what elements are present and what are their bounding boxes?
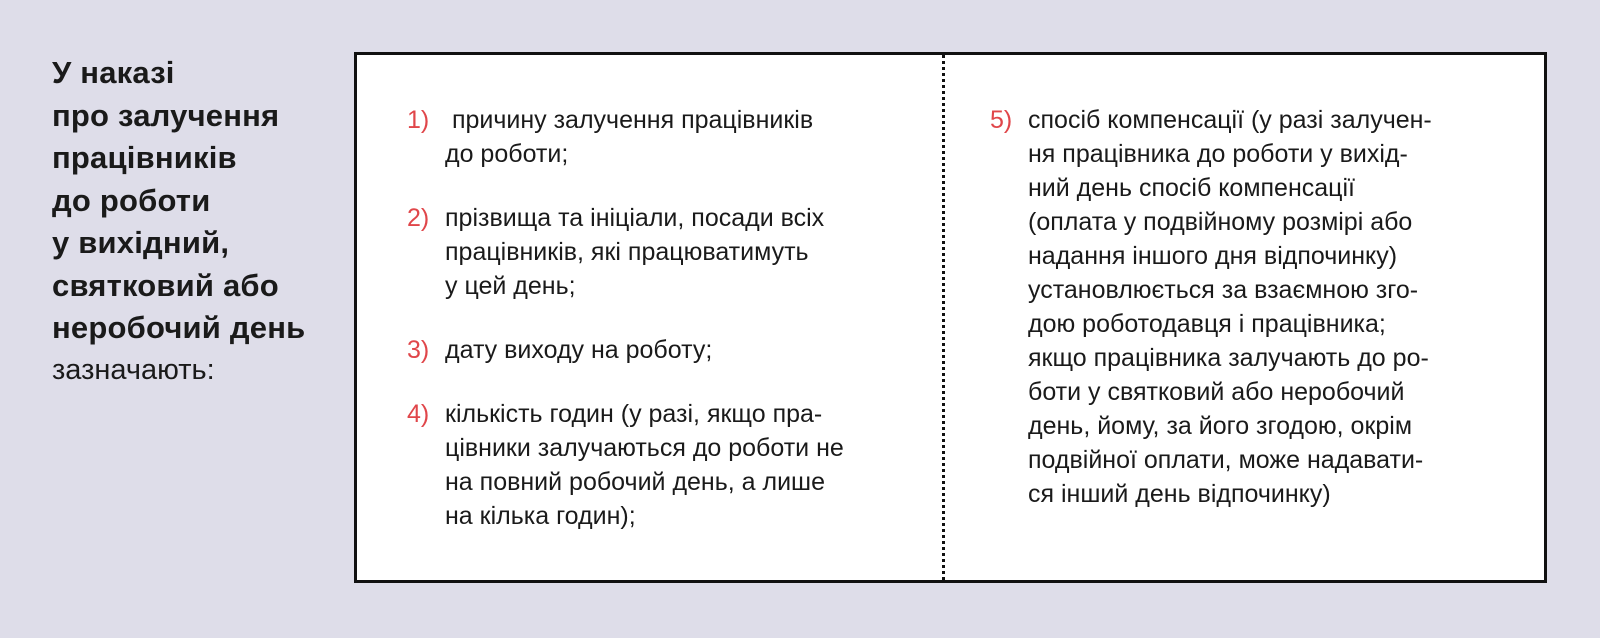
item-line: ся інший день відпочинку) <box>1028 480 1331 508</box>
item-number: 4) <box>407 400 430 428</box>
heading-line: до роботи <box>52 182 211 218</box>
item-line: на кілька годин); <box>445 502 636 530</box>
list-item <box>407 333 907 367</box>
item-line: прізвища та ініціали, посади всіх <box>445 204 825 232</box>
right-column <box>990 103 1500 541</box>
item-number: 5) <box>990 106 1013 134</box>
item-line: кількість годин (у разі, якщо пра- <box>445 400 823 428</box>
item-line: спосіб компенсації (у разі залучен- <box>1028 106 1432 134</box>
item-line: боти у святковий або неробочий <box>1028 378 1405 406</box>
list-item <box>407 201 907 303</box>
item-number: 3) <box>407 336 430 364</box>
item-line: подвійної оплати, може надавати- <box>1028 446 1424 474</box>
heading-line: у вихідний, <box>52 225 230 260</box>
list-item <box>407 397 907 533</box>
item-line: на повний робочий день, а лише <box>445 468 826 496</box>
list-item <box>990 103 1500 511</box>
item-line: до роботи; <box>445 140 569 168</box>
item-line: дату виходу на роботу; <box>445 336 713 364</box>
heading-tail: зазначають: <box>52 353 215 386</box>
heading-line: У наказі <box>52 55 175 90</box>
heading <box>52 52 342 390</box>
item-line: у цей день; <box>445 272 576 300</box>
item-number: 2) <box>407 204 430 232</box>
item-line: день, йому, за його згодою, окрім <box>1028 412 1413 440</box>
heading-line: працівників <box>52 140 237 175</box>
item-number: 1) <box>407 106 430 134</box>
content-card <box>354 52 1547 583</box>
left-column <box>407 103 907 563</box>
item-line: якщо працівника залучають до ро- <box>1028 344 1429 372</box>
list-item <box>407 103 907 171</box>
item-line: ний день спосіб компенсації <box>1028 174 1355 202</box>
item-text <box>445 201 907 303</box>
item-line: (оплата у подвійному розмірі або <box>1028 208 1413 236</box>
item-text <box>445 333 907 367</box>
heading-line: про залучення <box>52 97 280 133</box>
item-text <box>445 397 907 533</box>
heading-line: святковий або <box>52 267 279 303</box>
item-line: установлюється за взаємною зго- <box>1028 276 1419 304</box>
item-line: надання іншого дня відпочинку) <box>1028 242 1398 270</box>
item-line: дою роботодавця і працівника; <box>1028 310 1386 338</box>
heading-line: неробочий день <box>52 310 306 345</box>
item-line: працівників, які працюватимуть <box>445 238 809 266</box>
item-text <box>1028 103 1500 511</box>
item-text <box>445 103 907 171</box>
dotted-divider <box>942 55 945 580</box>
item-line: цівники залучаються до роботи не <box>445 434 844 462</box>
item-line: ня працівника до роботи у вихід- <box>1028 140 1408 168</box>
item-line: причину залучення працівників <box>445 106 814 134</box>
